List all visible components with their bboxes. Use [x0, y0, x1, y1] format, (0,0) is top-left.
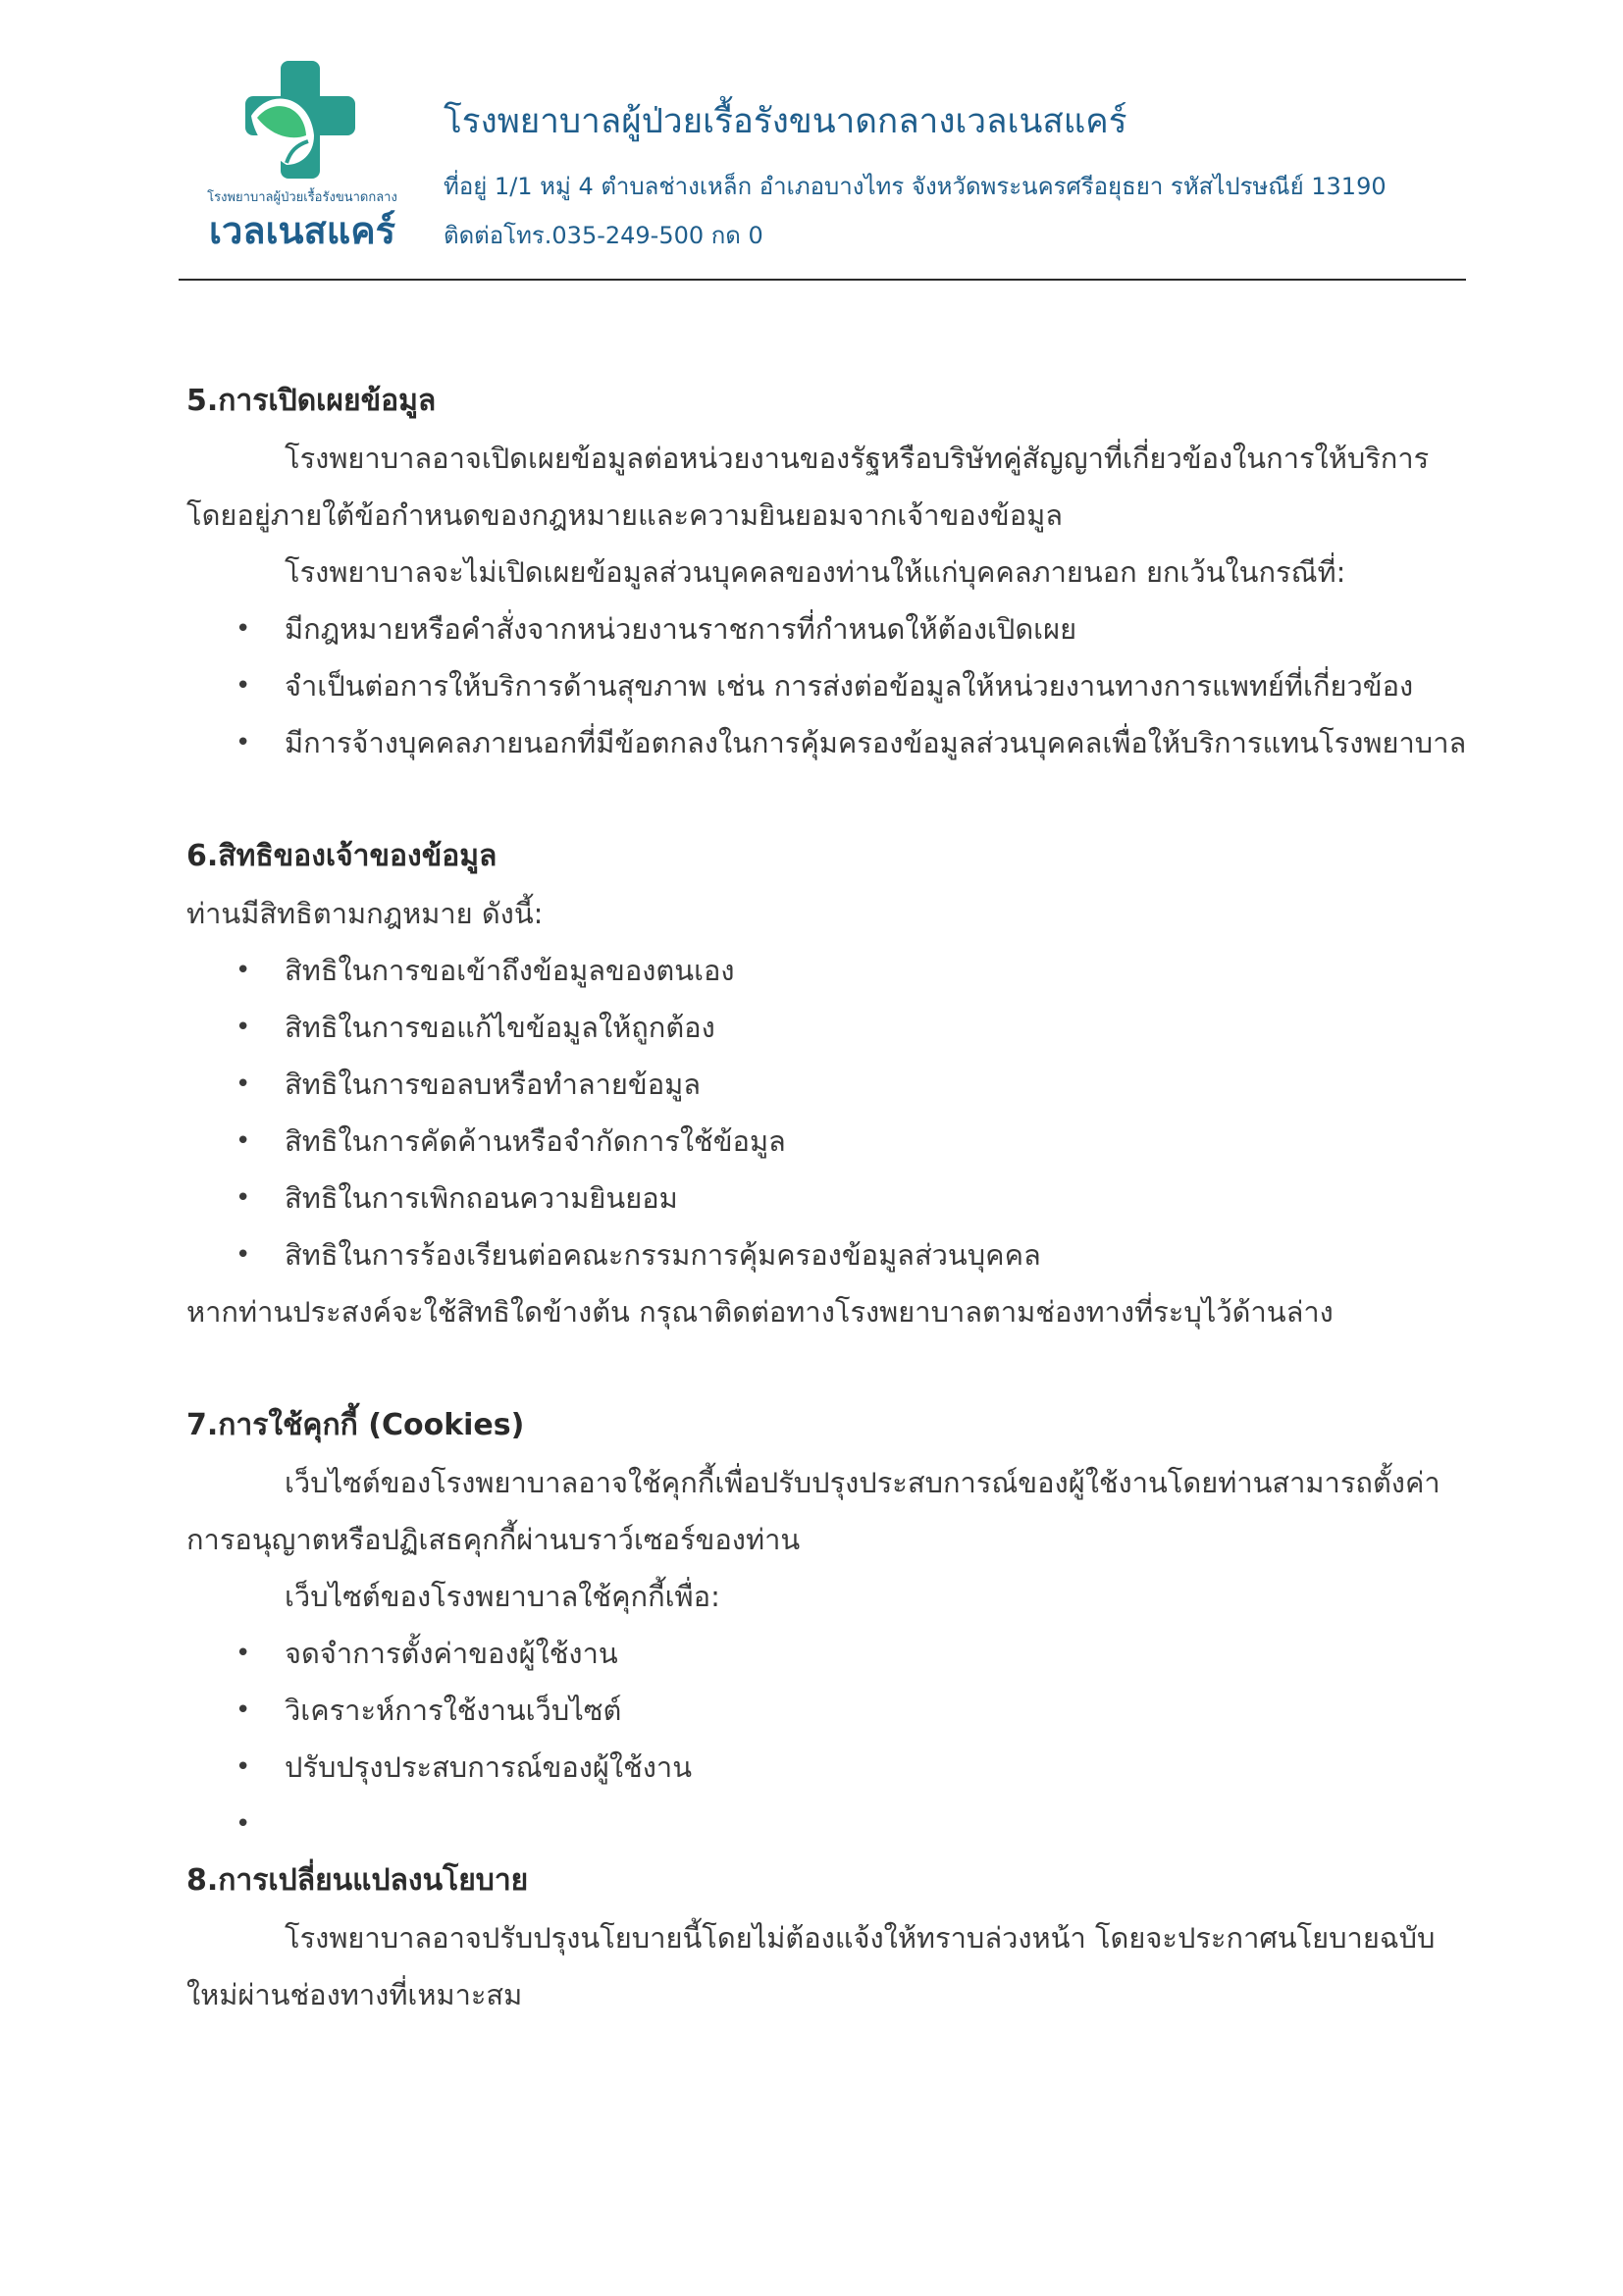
- section-policy-changes: [186, 1852, 1462, 2023]
- logo-name: เวลเนสแคร์: [208, 209, 396, 252]
- section-title: 6.สิทธิของเจ้าของข้อมูล: [186, 839, 497, 873]
- list-item: • จำเป็นต่อการให้บริการด้านสุขภาพ เช่น การส่งต่อข้อมูลให้หน่วยงานทางการแพทย์ที่เกี่ยวข้อง: [186, 657, 1462, 714]
- bullet-list: [186, 600, 1467, 771]
- paragraph: โรงพยาบาลจะไม่เปิดเผยข้อมูลส่วนบุคคลของท่านให้แก่บุคคลภายนอก ยกเว้นในกรณีที่:: [285, 555, 1346, 589]
- list-item: • มีการจ้างบุคคลภายนอกที่มีข้อตกลงในการคุ้มครองข้อมูลส่วนบุคคลเพื่อให้บริการแทนโรงพยาบาล: [186, 714, 1462, 771]
- list-item: • สิทธิในการขอแก้ไขข้อมูลให้ถูกต้อง: [186, 999, 1462, 1056]
- paragraph: เว็บไซต์ของโรงพยาบาลใช้คุกกี้เพื่อ:: [285, 1580, 720, 1613]
- section-data-disclosure: [186, 373, 1467, 771]
- list-item: • จดจำการตั้งค่าของผู้ใช้งาน: [186, 1625, 1462, 1682]
- paragraph: โรงพยาบาลอาจปรับปรุงนโยบายนี้โดยไม่ต้องแจ้งให้ทราบล่วงหน้า โดยจะประกาศนโยบายฉบับใหม่ผ่านช่องทางที่เหมาะสม: [186, 1921, 1436, 2011]
- section-cookies: [186, 1397, 1462, 1852]
- header-divider: [179, 279, 1466, 281]
- paragraph: โรงพยาบาลอาจเปิดเผยข้อมูลต่อหน่วยงานของรัฐหรือบริษัทคู่สัญญาที่เกี่ยวข้องในการให้บริการโดยอยู่ภายใต้ข้อกำหนดของกฎหมายและความยินยอมจากเจ้าของข้อมูล: [186, 442, 1430, 532]
- hospital-logo: [204, 57, 400, 253]
- list-item: • สิทธิในการขอเข้าถึงข้อมูลของตนเอง: [186, 942, 1462, 999]
- list-item: • สิทธิในการคัดค้านหรือจำกัดการใช้ข้อมูล: [186, 1113, 1462, 1170]
- list-item: • ปรับปรุงประสบการณ์ของผู้ใช้งาน: [186, 1739, 1462, 1796]
- section-title: 8.การเปลี่ยนแปลงนโยบาย: [186, 1863, 529, 1898]
- list-item: • สิทธิในการเพิกถอนความยินยอม: [186, 1170, 1462, 1226]
- paragraph: เว็บไซต์ของโรงพยาบาลอาจใช้คุกกี้เพื่อปรับปรุงประสบการณ์ของผู้ใช้งานโดยท่านสามารถตั้งค่าการอนุญาตหรือปฏิเสธคุกกี้ผ่านบราว์เซอร์ของท่าน: [186, 1466, 1440, 1556]
- section-title: 7.การใช้คุกกี้ (Cookies): [186, 1408, 525, 1442]
- paragraph: หากท่านประสงค์จะใช้สิทธิใดข้างต้น กรุณาติดต่อทางโรงพยาบาลตามช่องทางที่ระบุไว้ด้านล่าง: [186, 1295, 1334, 1329]
- list-item: • สิทธิในการขอลบหรือทำลายข้อมูล: [186, 1056, 1462, 1113]
- bullet-list: [186, 1625, 1462, 1852]
- list-item: • วิเคราะห์การใช้งานเว็บไซต์: [186, 1682, 1462, 1739]
- document-body: [186, 373, 1467, 2080]
- logo-caption: โรงพยาบาลผู้ป่วยเรื้อรังขนาดกลาง: [207, 190, 397, 205]
- paragraph: ท่านมีสิทธิตามกฎหมาย ดังนี้:: [186, 897, 544, 930]
- section-data-owner-rights: [186, 828, 1462, 1340]
- bullet-list: [186, 942, 1462, 1283]
- hospital-phone: ติดต่อโทร.035-249-500 กด 0: [444, 222, 763, 249]
- empty-list-item: [186, 1796, 1462, 1852]
- list-item: • สิทธิในการร้องเรียนต่อคณะกรรมการคุ้มครองข้อมูลส่วนบุคคล: [186, 1226, 1462, 1283]
- list-item: • มีกฎหมายหรือคำสั่งจากหน่วยงานราชการที่กำหนดให้ต้องเปิดเผย: [186, 600, 1462, 657]
- medical-cross-leaf-icon: [232, 57, 369, 184]
- hospital-name: โรงพยาบาลผู้ป่วยเรื้อรังขนาดกลางเวลเนสแคร์: [444, 102, 1127, 141]
- hospital-address: ที่อยู่ 1/1 หมู่ 4 ตำบลช่างเหล็ก อำเภอบางไทร จังหวัดพระนครศรีอยุธยา รหัสไปรษณีย์ 13190: [444, 173, 1387, 200]
- section-title: 5.การเปิดเผยข้อมูล: [186, 384, 437, 418]
